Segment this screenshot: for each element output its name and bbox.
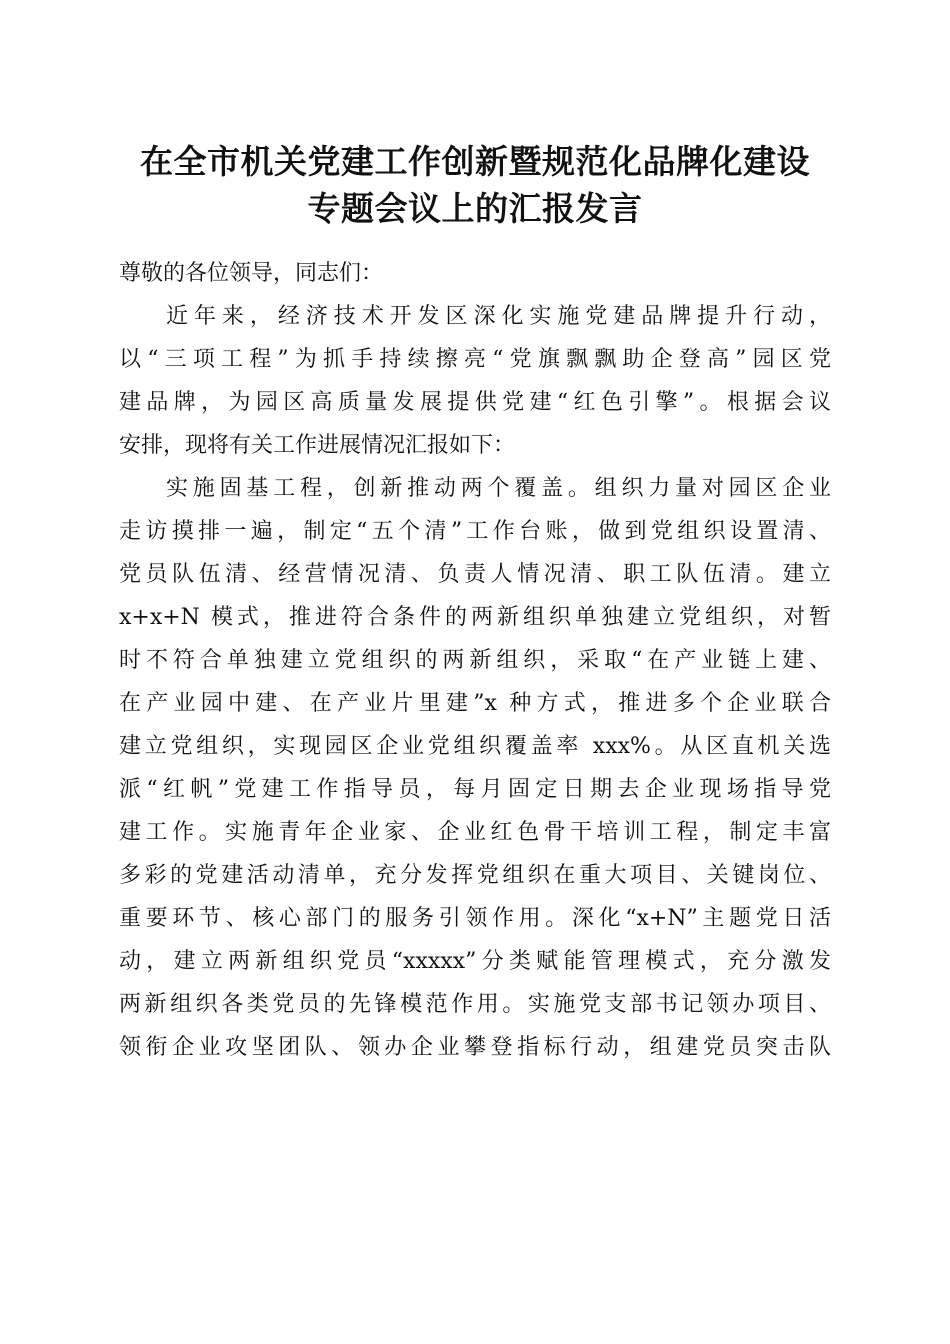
paragraph-2-line: 建工作。实施青年企业家、企业红色骨干培训工程，制定丰富 <box>119 820 831 845</box>
paragraph-1 <box>119 295 831 467</box>
document-title <box>0 138 950 232</box>
paragraph-2-line: 动，建立两新组织党员“xxxxx”分类赋能管理模式，充分激发 <box>119 949 831 974</box>
paragraph-1-line: 近年来，经济技术开发区深化实施党建品牌提升行动， <box>166 304 831 329</box>
paragraph-2-line: 重要环节、核心部门的服务引领作用。深化“x+N”主题党日活 <box>119 906 831 931</box>
document-body <box>119 252 831 1069</box>
paragraph-2-line: 派“红帆”党建工作指导员，每月固定日期去企业现场指导党 <box>119 777 831 802</box>
paragraph-2-line: 走访摸排一遍，制定“五个清”工作台账，做到党组织设置清、 <box>119 519 831 544</box>
salutation: 尊敬的各位领导，同志们： <box>119 261 384 286</box>
title-line-1: 在全市机关党建工作创新暨规范化品牌化建设 <box>140 142 810 181</box>
title-line-2: 专题会议上的汇报发言 <box>307 189 643 228</box>
paragraph-2-line: 领衔企业攻坚团队、领办企业攀登指标行动，组建党员突击队 <box>119 1035 831 1060</box>
paragraph-2 <box>119 467 831 1069</box>
paragraph-2-line: 时不符合单独建立党组织的两新组织，采取“在产业链上建、 <box>119 648 831 673</box>
paragraph-2-line: 实施固基工程，创新推动两个覆盖。组织力量对园区企业 <box>166 476 831 501</box>
paragraph-2-line: 两新组织各类党员的先锋模范作用。实施党支部书记领办项目、 <box>119 992 831 1017</box>
paragraph-2-line: 在产业园中建、在产业片里建”x 种方式，推进多个企业联合 <box>119 691 831 716</box>
paragraph-2-line: 多彩的党建活动清单，充分发挥党组织在重大项目、关键岗位、 <box>119 863 831 888</box>
paragraph-2-line: x+x+N 模式，推进符合条件的两新组织单独建立党组织，对暂 <box>119 605 831 630</box>
paragraph-1-line: 建品牌，为园区高质量发展提供党建“红色引擎”。根据会议 <box>119 390 831 415</box>
paragraph-1-line: 以“三项工程”为抓手持续擦亮“党旗飘飘助企登高”园区党 <box>119 347 831 372</box>
paragraph-2-line: 建立党组织，实现园区企业党组织覆盖率 xxx%。从区直机关选 <box>119 734 831 759</box>
paragraph-2-line: 党员队伍清、经营情况清、负责人情况清、职工队伍清。建立 <box>119 562 831 587</box>
paragraph-1-line: 安排，现将有关工作进展情况汇报如下： <box>119 433 516 458</box>
